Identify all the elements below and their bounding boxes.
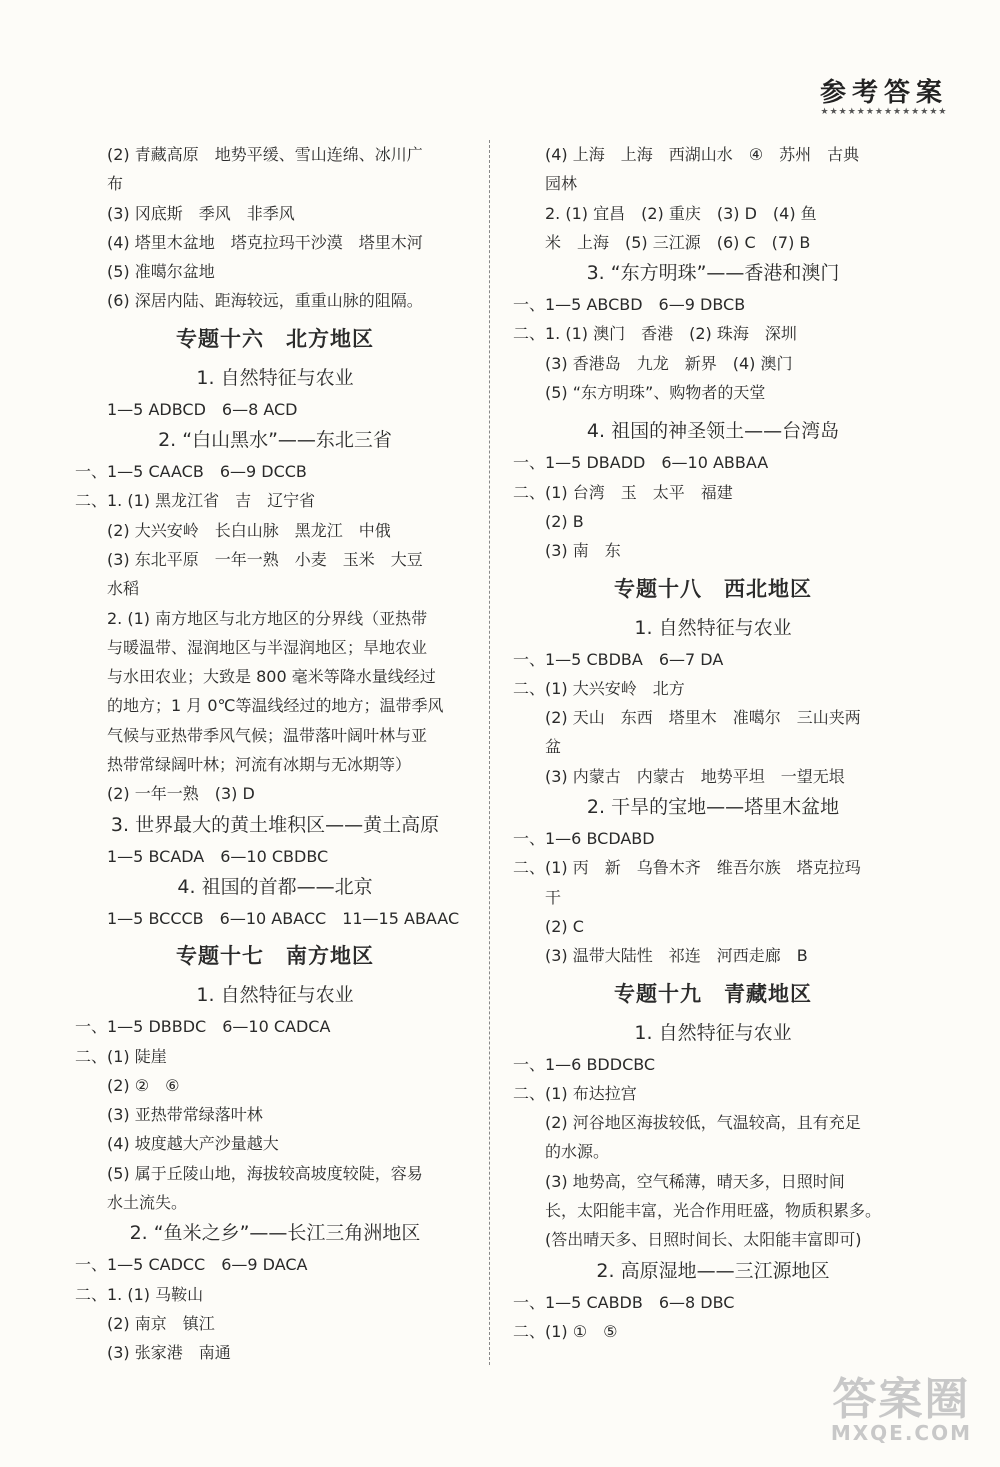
answer-line: 与暖温带、湿润地区与半湿润地区；旱地农业 [107, 637, 428, 657]
answer-line: 布 [107, 174, 124, 194]
section-heading: 1. 自然特征与农业 [634, 1021, 792, 1044]
answer-line: (2) 河谷地区海拔较低，气温较高，且有充足 [545, 1113, 861, 1133]
answer-line: 2. (1) 南方地区与北方地区的分界线（亚热带 [107, 608, 428, 628]
answer-line: 一、1—6 BDDCBC [513, 1054, 656, 1074]
answer-line: 米 上海 (5) 三江源 (6) C (7) B [545, 232, 811, 252]
answer-line: 1—5 ADBCD 6—8 ACD [107, 399, 298, 419]
answer-line: (2) 大兴安岭 长白山脉 黑龙江 中俄 [107, 520, 391, 540]
section-heading: 2. 干旱的宝地——塔里木盆地 [586, 796, 840, 819]
answer-line: (4) 上海 上海 西湖山水 ④ 苏州 古典 [545, 145, 860, 164]
answer-line: (3) 张家港 南通 [107, 1343, 231, 1363]
answer-line: (2) ② ⑥ [107, 1075, 180, 1095]
section-heading: 1. 自然特征与农业 [196, 366, 354, 389]
answer-line: 二、(1) 台湾 玉 太平 福建 [513, 482, 733, 502]
answer-line: 一、1—6 BCDABD [513, 829, 655, 849]
right-column [513, 140, 913, 1346]
answer-line: (5) 属于丘陵山地，海拔较高坡度较陡，容易 [107, 1163, 423, 1183]
answer-line: (3) 东北平原 一年一熟 小麦 玉米 大豆 [107, 549, 423, 569]
section-heading: 1. 自然特征与农业 [196, 984, 354, 1007]
answer-line: 园林 [545, 174, 578, 194]
section-heading: 4. 祖国的首都——北京 [177, 875, 373, 898]
answer-line: 二、(1) 大兴安岭 北方 [513, 678, 685, 698]
answer-line: (6) 深居内陆、距海较远，重重山脉的阻隔。 [107, 291, 423, 311]
answer-line: (3) 香港岛 九龙 新界 (4) 澳门 [545, 353, 793, 373]
watermark-logo: 答案圈 [832, 1374, 971, 1425]
answer-line: 一、1—5 ABCBD 6—9 DBCB [513, 295, 746, 315]
answer-line: 二、(1) 丙 新 乌鲁木齐 维吾尔族 塔克拉玛 [513, 858, 861, 878]
header-title: 参考答案 [819, 78, 948, 108]
topic-heading: 专题十九 青藏地区 [614, 981, 812, 1006]
left-column [75, 140, 475, 1368]
answer-line: 热带常绿阔叶林；河流有冰期与无冰期等） [107, 755, 412, 775]
answer-line: (3) 地势高，空气稀薄，晴天多，日照时间 [545, 1171, 845, 1191]
answer-line: 二、(1) 陡崖 [75, 1046, 167, 1066]
column-divider [489, 140, 490, 1365]
topic-heading: 专题十七 南方地区 [176, 944, 374, 969]
answer-line: (3) 冈底斯 季风 非季风 [107, 203, 295, 223]
answer-line: (2) C [545, 916, 584, 936]
section-heading: 3. “东方明珠”——香港和澳门 [586, 262, 840, 285]
answer-line: 1—5 BCADA 6—10 CBDBC [107, 846, 329, 866]
answer-line: 盆 [545, 737, 562, 757]
section-heading: 2. 高原湿地——三江源地区 [596, 1259, 830, 1282]
topic-heading: 专题十六 北方地区 [176, 326, 374, 351]
answer-line: (2) 天山 东西 塔里木 准噶尔 三山夹两 [545, 708, 861, 728]
header-stars: ★★★★★★★★★★★★★★ [820, 107, 948, 117]
answer-line: 一、1—5 CAACB 6—9 DCCB [75, 462, 307, 482]
topic-heading: 专题十八 西北地区 [614, 576, 812, 601]
answer-line: (2) 南京 镇江 [107, 1313, 215, 1333]
answer-line: (3) 温带大陆性 祁连 河西走廊 B [545, 946, 808, 966]
answer-line: 二、(1) ① ⑤ [513, 1321, 618, 1341]
section-heading: 4. 祖国的神圣领土——台湾岛 [586, 420, 840, 443]
answer-line: (2) B [545, 511, 584, 531]
answer-line: 的水源。 [545, 1142, 610, 1162]
answer-line: 气候与亚热带季风气候；温带落叶阔叶林与亚 [107, 725, 428, 745]
answer-line: (4) 塔里木盆地 塔克拉玛干沙漠 塔里木河 [107, 232, 423, 252]
answer-line: (2) 青藏高原 地势平缓、雪山连绵、冰川广 [107, 145, 423, 164]
section-heading: 2. “鱼米之乡”——长江三角洲地区 [129, 1222, 421, 1245]
answer-line: (答出晴天多、日照时间长、太阳能丰富即可) [545, 1230, 862, 1250]
answer-line: 水土流失。 [107, 1193, 188, 1213]
answer-line: (4) 坡度越大产沙量越大 [107, 1134, 279, 1154]
answer-line: 二、(1) 布达拉宫 [513, 1083, 637, 1103]
section-heading: 2. “白山黑水”——东北三省 [158, 429, 392, 452]
answer-line: 干 [545, 887, 562, 907]
answer-line: (2) 一年一熟 (3) D [107, 784, 255, 804]
answer-line: 水稻 [107, 579, 140, 599]
answer-line: (3) 南 东 [545, 541, 621, 561]
answer-line: 2. (1) 宜昌 (2) 重庆 (3) D (4) 鱼 [545, 203, 817, 223]
answer-line: 二、1. (1) 马鞍山 [75, 1284, 204, 1304]
answer-line: 长，太阳能丰富，光合作用旺盛，物质积累多。 [545, 1201, 882, 1221]
answer-line: 一、1—5 DBBDC 6—10 CADCA [75, 1017, 331, 1037]
watermark-url: MXQE.COM [830, 1421, 972, 1445]
page-header [820, 72, 948, 117]
answer-line: 一、1—5 CBDBA 6—7 DA [513, 649, 724, 669]
answer-line: (3) 亚热带常绿落叶林 [107, 1105, 263, 1125]
section-heading: 3. 世界最大的黄土堆积区——黄土高原 [110, 813, 440, 836]
answer-line: 二、1. (1) 澳门 香港 (2) 珠海 深圳 [513, 324, 797, 344]
answer-line: 一、1—5 CADCC 6—9 DACA [75, 1255, 308, 1275]
answer-line: 一、1—5 CABDB 6—8 DBC [513, 1292, 735, 1312]
answer-line: 一、1—5 DBADD 6—10 ABBAA [513, 453, 769, 473]
answer-line: 与水田农业；大致是 800 毫米等降水量线经过 [107, 667, 436, 687]
answer-line: (5) 准噶尔盆地 [107, 262, 215, 282]
answer-line: 的地方；1 月 0℃等温线经过的地方；温带季风 [107, 696, 444, 716]
spacer [513, 407, 913, 415]
watermark [831, 1363, 972, 1445]
section-heading: 1. 自然特征与农业 [634, 616, 792, 639]
answer-line: 1—5 BCCCB 6—10 ABACC 11—15 ABAAC [107, 908, 460, 928]
answer-line: (5) “东方明珠”、购物者的天堂 [545, 383, 766, 403]
answer-line: 二、1. (1) 黑龙江省 吉 辽宁省 [75, 491, 316, 511]
answer-line: (3) 内蒙古 内蒙古 地势平坦 一望无垠 [545, 766, 845, 786]
